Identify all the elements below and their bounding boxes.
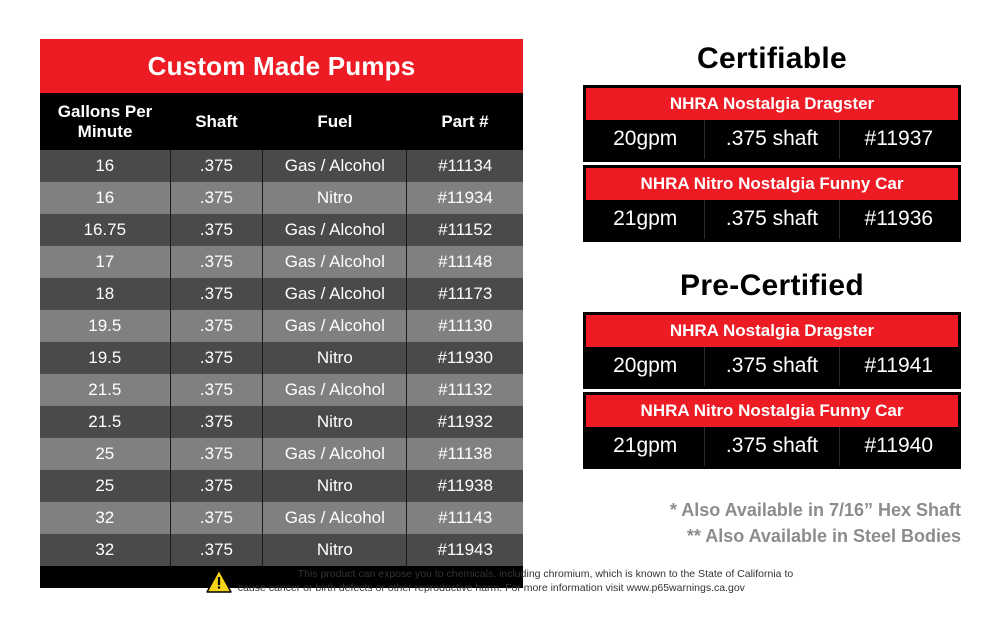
warning-label: WARNING :: [237, 568, 295, 580]
cell-shaft: .375: [170, 470, 263, 502]
cell-shaft: .375: [170, 502, 263, 534]
cell-shaft: .375: [170, 150, 263, 182]
column-header-part: Part #: [407, 93, 523, 150]
certification-panel: [583, 42, 961, 549]
cell-gpm: 16: [40, 150, 170, 182]
cert-cell-part: #11936: [864, 207, 934, 230]
cell-part: #11148: [407, 246, 523, 278]
cert-block-row: [586, 427, 958, 466]
page-title: Custom Made Pumps: [40, 39, 523, 93]
cell-shaft: .375: [170, 438, 263, 470]
cell-gpm: 16: [40, 182, 170, 214]
footnote-hex-shaft: * Also Available in 7/16” Hex Shaft: [669, 500, 961, 520]
certifiable-dragster-block: [583, 85, 961, 162]
cell-gpm: 16.75: [40, 214, 170, 246]
cell-shaft: .375: [170, 214, 263, 246]
cell-fuel: Gas / Alcohol: [263, 502, 407, 534]
cell-gpm: 32: [40, 534, 170, 566]
cell-shaft: .375: [170, 342, 263, 374]
cert-cell-shaft: .375 shaft: [705, 200, 839, 239]
cert-cell-shaft: .375 shaft: [705, 427, 839, 466]
warning-line-1: This product can expose you to chemicals, including chromium, which is known to the State of California to: [297, 568, 794, 580]
cell-part: #11934: [407, 182, 523, 214]
table-header-row: [40, 93, 523, 150]
table-row: [40, 502, 523, 534]
cert-cell-gpm: 21gpm: [586, 427, 705, 466]
cell-fuel: Nitro: [263, 182, 407, 214]
precertified-dragster-block: [583, 312, 961, 389]
cell-gpm: 19.5: [40, 310, 170, 342]
table-row: [40, 214, 523, 246]
cell-gpm: 18: [40, 278, 170, 310]
cell-fuel: Gas / Alcohol: [263, 278, 407, 310]
custom-made-pumps-panel: [40, 39, 523, 588]
table-row: [40, 470, 523, 502]
cell-fuel: Gas / Alcohol: [263, 310, 407, 342]
footnotes: [583, 497, 961, 549]
cert-block-header: NHRA Nitro Nostalgia Funny Car: [586, 168, 958, 200]
table-row: [40, 342, 523, 374]
cell-gpm: 17: [40, 246, 170, 278]
column-header-gpm: Gallons Per Minute: [40, 93, 170, 150]
cert-cell-gpm: 20gpm: [586, 347, 705, 386]
cell-gpm: 21.5: [40, 406, 170, 438]
warning-line-2: cause cancer or birth defects or other reproductive harm. For more information visit www.p65warnings.ca.gov: [237, 582, 745, 595]
precertified-heading: Pre-Certified: [680, 269, 864, 302]
section-spacer: [583, 242, 961, 269]
cell-fuel: Nitro: [263, 534, 407, 566]
table-row: [40, 182, 523, 214]
cell-gpm: 19.5: [40, 342, 170, 374]
cell-fuel: Gas / Alcohol: [263, 374, 407, 406]
cell-shaft: .375: [170, 246, 263, 278]
table-row: [40, 310, 523, 342]
cell-shaft: .375: [170, 406, 263, 438]
cell-fuel: Nitro: [263, 470, 407, 502]
pumps-table: [40, 93, 523, 566]
cert-block-header: NHRA Nitro Nostalgia Funny Car: [586, 395, 958, 427]
footnote-steel-bodies: ** Also Available in Steel Bodies: [686, 526, 961, 547]
cell-part: #11930: [407, 342, 523, 374]
cell-part: #11138: [407, 438, 523, 470]
cell-part: #11134: [407, 150, 523, 182]
cert-cell-part: #11941: [864, 354, 934, 377]
precertified-funnycar-block: [583, 392, 961, 469]
cert-block-row: [586, 347, 958, 386]
table-row: [40, 374, 523, 406]
cell-gpm: 21.5: [40, 374, 170, 406]
cell-part: #11130: [407, 310, 523, 342]
cell-fuel: Nitro: [263, 342, 407, 374]
table-row: [40, 438, 523, 470]
cell-part: #11143: [407, 502, 523, 534]
cell-part: #11173: [407, 278, 523, 310]
cert-cell-part: #11940: [864, 434, 934, 457]
table-row: [40, 278, 523, 310]
cell-part: #11943: [407, 534, 523, 566]
column-header-shaft: Shaft: [170, 93, 263, 150]
cert-cell-part: #11937: [864, 127, 934, 150]
cert-cell-shaft: .375 shaft: [705, 347, 839, 386]
cert-cell-shaft: .375 shaft: [705, 120, 839, 159]
column-header-fuel: Fuel: [263, 93, 407, 150]
cell-part: #11938: [407, 470, 523, 502]
cell-fuel: Gas / Alcohol: [263, 246, 407, 278]
cell-shaft: .375: [170, 374, 263, 406]
cell-part: #11132: [407, 374, 523, 406]
cert-cell-gpm: 21gpm: [586, 200, 705, 239]
cert-block-header: NHRA Nostalgia Dragster: [586, 88, 958, 120]
warning-triangle-icon: [206, 569, 232, 593]
cell-fuel: Gas / Alcohol: [263, 438, 407, 470]
cell-gpm: 25: [40, 438, 170, 470]
cell-fuel: Gas / Alcohol: [263, 214, 407, 246]
cell-gpm: 25: [40, 470, 170, 502]
warning-text: [238, 567, 793, 595]
cell-shaft: .375: [170, 534, 263, 566]
cell-shaft: .375: [170, 182, 263, 214]
cert-block-row: [586, 120, 958, 159]
prop65-warning: [0, 567, 999, 595]
certifiable-funnycar-block: [583, 165, 961, 242]
table-row: [40, 150, 523, 182]
cell-part: #11152: [407, 214, 523, 246]
cell-fuel: Nitro: [263, 406, 407, 438]
cert-block-row: [586, 200, 958, 239]
cert-block-header: NHRA Nostalgia Dragster: [586, 315, 958, 347]
cell-shaft: .375: [170, 310, 263, 342]
cell-fuel: Gas / Alcohol: [263, 150, 407, 182]
table-row: [40, 534, 523, 566]
certifiable-heading: Certifiable: [696, 42, 847, 75]
cell-shaft: .375: [170, 278, 263, 310]
cell-part: #11932: [407, 406, 523, 438]
table-row: [40, 406, 523, 438]
table-row: [40, 246, 523, 278]
cell-gpm: 32: [40, 502, 170, 534]
cert-cell-gpm: 20gpm: [586, 120, 705, 159]
